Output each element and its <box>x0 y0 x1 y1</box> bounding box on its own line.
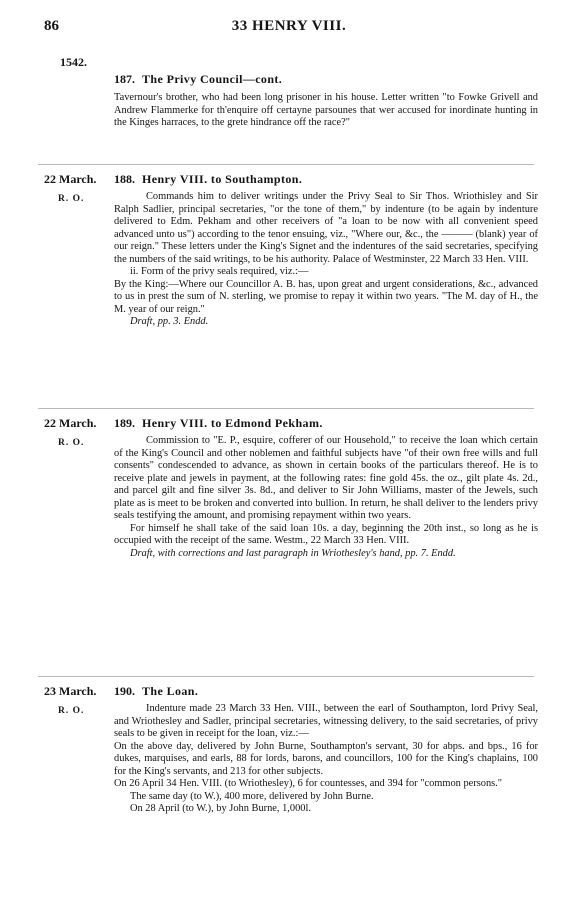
paragraph: On the above day, delivered by John Burne, Southampton's servant, 30 for abps. and bps., 16 for dukes, marquises, and earls, 88 for lords, barons, and councillors, 100 for the King's chaplains, 100 for the King's servants, and 213 for other subjects. <box>114 740 538 777</box>
paragraph: Commands him to deliver writings under the Privy Seal to Sir Thos. Wriothisley and Sir Ralph Sadlier, principal secretaries, "or the tone of them," by indenture (to be again by indenture delivered to Edm. Pekham and other receivers of "a loan to be now with all convenient speed advanced unto us") according to the tenor ensuing, viz., "Where our, &c., the ——— (blank) year of our reign." These letters under the King's Signet and the indentures of the said secretaries, specifying the numbers of the said writings, to be his authority. Palace of Westminster, 22 March 33 Hen. VIII. <box>114 191 538 265</box>
entry-title <box>114 416 538 431</box>
entry-title <box>114 72 538 87</box>
paragraph: ii. Form of the privy seals required, viz.:— <box>130 266 309 278</box>
divider <box>38 676 534 677</box>
entry-number: 187. <box>114 72 135 86</box>
entry-date: 22 March. <box>44 172 97 186</box>
entry-heading: Henry VIII. to Edmond Pekham. <box>142 416 323 430</box>
entry-number: 189. <box>114 416 135 430</box>
entry-number: 190. <box>114 684 135 698</box>
running-title: 33 HENRY VIII. <box>231 18 347 34</box>
entry-heading: Henry VIII. to Southampton. <box>142 172 303 186</box>
paragraph: On 28 April (to W.), by John Burne, 1,000l. <box>130 803 311 815</box>
entry-date: 23 March. <box>44 684 97 698</box>
entry-heading: The Loan. <box>142 684 199 698</box>
paragraph: Commission to "E. P., esquire, cofferer of our Household," to receive the loan which certain of the King's Council and other noblemen and faithful subjects have "of their own free wills and full consents" condescended to advance, as shown in certain books of the particulars thereof. He is to receive plate and jewels in payment, at the following rates: fine gold 45s. the oz., gilt plate 4s. 2d., and parcel gilt and fine silver 3s. 8d., and deliver to Sir John Williams, master of the Jewels, such plate as is meet to be broken and converted into bullion. In return, he shall deliver to the lenders privy seals testifying the amount, and promising repayment within two years. <box>114 435 538 522</box>
paragraph: Tavernour's brother, who had been long prisoner in his house. Letter written "to Fowke Grivell and Andrew Flammerke for th'enquire off certayne parsounes that wer accused for inordinate hunting in the Kinges harraces, to the grete hindrance off the race?" <box>114 92 538 129</box>
page-number: 86 <box>44 18 59 34</box>
entry-date: 22 March. <box>44 416 97 430</box>
paragraph: On 26 April 34 Hen. VIII. (to Wriothesley), 6 for countesses, and 394 for "common persons." <box>114 778 503 790</box>
paragraph: The same day (to W.), 400 more, delivered by John Burne. <box>130 790 374 802</box>
entry-source: R. O. <box>58 706 85 716</box>
divider <box>38 408 534 409</box>
paragraph: By the King:—Where our Councillor A. B. has, upon great and urgent considerations, &c., advanced to us in prest the sum of N. sterling, we promise to repay it within two years. "The M. day of H., the M. year of our reign." <box>114 278 538 315</box>
entry-source: R. O. <box>58 438 85 448</box>
page-header <box>44 18 534 38</box>
entry-number: 188. <box>114 172 135 186</box>
entry-heading: The Privy Council—cont. <box>142 72 283 86</box>
entry-source: R. O. <box>58 194 85 204</box>
paragraph: For himself he shall take of the said loan 10s. a day, beginning the 20th inst., so long as he is occupied with the receipt of the same. Westm., 22 March 33 Hen. VIII. <box>114 522 538 547</box>
divider <box>38 164 534 165</box>
entry-title <box>114 172 538 187</box>
paragraph: Indenture made 23 March 33 Hen. VIII., between the earl of Southampton, lord Privy Seal, and Wriothesley and Sadler, principal secretaries, witnessing delivery, to the said secretaries, of privy seals to be given in receipt for the loan, viz.:— <box>114 703 538 740</box>
entry-title <box>114 684 538 699</box>
editorial-note: Draft, pp. 3. Endd. <box>130 316 209 328</box>
year-label: 1542. <box>60 55 87 69</box>
editorial-note: Draft, with corrections and last paragraph in Wriothesley's hand, pp. 7. Endd. <box>130 547 456 559</box>
